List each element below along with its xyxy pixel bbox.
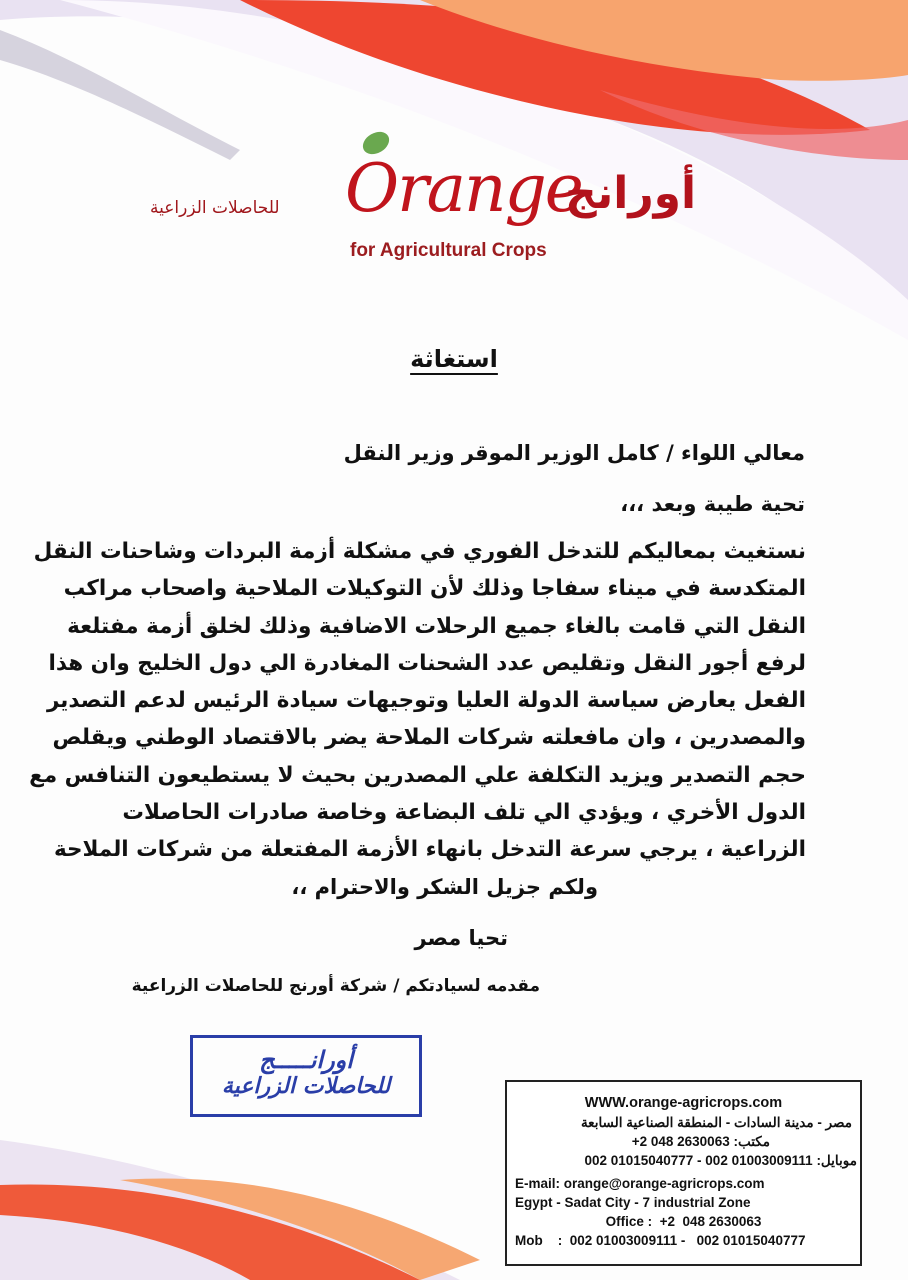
body-line: والمصدرين ، وان مافعلته شركات الملاحة يضر بالاقتصاد الوطني ويقلص [52,725,806,751]
body-line: نستغيث بمعاليكم للتدخل الفوري في مشكلة أزمة البردات وشاحنات النقل [33,539,806,564]
letter-title [0,345,908,373]
body-line: المتكدسة في ميناء سفاجا وذلك لأن التوكيلات الملاحية واصحاب مراكب [63,576,806,602]
logo-english: Orange [345,150,582,227]
office-arabic [507,1132,860,1151]
address-english: Egypt - Sadat City - 7 industrial Zone [515,1195,751,1210]
logo-tagline-english: for Agricultural Crops [350,240,547,261]
greeting: تحية طيبة وبعد ،،، [620,492,805,516]
logo-arabic: أورانج [565,168,697,219]
company-stamp [190,1035,422,1117]
website: WWW.orange-agricrops.com [584,1095,783,1111]
mobile-english: Mob : 002 01003009111 - 002 01015040777 [515,1233,806,1248]
office-english: Office : +2 048 2630063 [605,1214,762,1229]
left-swoosh-grey [0,30,240,160]
body-line: الزراعية ، يرجي سرعة التدخل بانهاء الأزمة المفتعلة من شركات الملاحة [53,837,806,863]
mobile-numbers: 002 01015040777 - 002 01003009111 [584,1153,813,1168]
logo-tagline-arabic: للحاصلات الزراعية [150,198,280,218]
body-line: لرفع أجور النقل وتقليص عدد الشحنات المغادرة الي دول الخليج وان هذا [48,650,806,676]
letter-body [29,533,806,869]
address-arabic: مصر - مدينة السادات - المنطقة الصناعية السابعة [580,1115,852,1130]
body-line: النقل التي قامت بالغاء جميع الرحلات الاضافية وذلك لخلق أزمة مفتلعة [67,613,806,639]
stamp-line-2: للحاصلات الزراعية [221,1074,391,1099]
body-line: الدول الأخري ، ويؤدي الي تلف البضاعة وخاصة صادرات الحاصلات [122,800,806,826]
body-line: حجم التصدير ويزيد التكلفة علي المصدرين بحيث لا يستطيعون التنافس مع [29,762,806,788]
signature: مقدمه لسيادتكم / شركة أورنج للحاصلات الزراعية [131,976,540,996]
slogan: تحيا مصر [414,926,508,950]
mobile-arabic [507,1151,860,1170]
mobile-label-ar: موبايل: [816,1153,857,1168]
email: E-mail: orange@orange-agricrops.com [515,1176,765,1191]
office-label-ar: مكتب: [733,1134,770,1149]
body-line: الفعل يعارض سياسة الدولة العليا وتوجيهات سيادة الرئيس لدعم التصدير [46,688,806,714]
recipient: معالي اللواء / كامل الوزير الموقر وزير النقل [343,441,805,465]
leaf-icon [358,128,394,158]
office-phone: +2 048 2630063 [631,1134,730,1149]
stamp-line-1: أورانـــــج [259,1046,353,1074]
contact-box [505,1080,862,1266]
closing: ولكم جزيل الشكر والاحترام ،، [291,875,598,899]
letter-title-text: استغاثة [410,345,498,373]
